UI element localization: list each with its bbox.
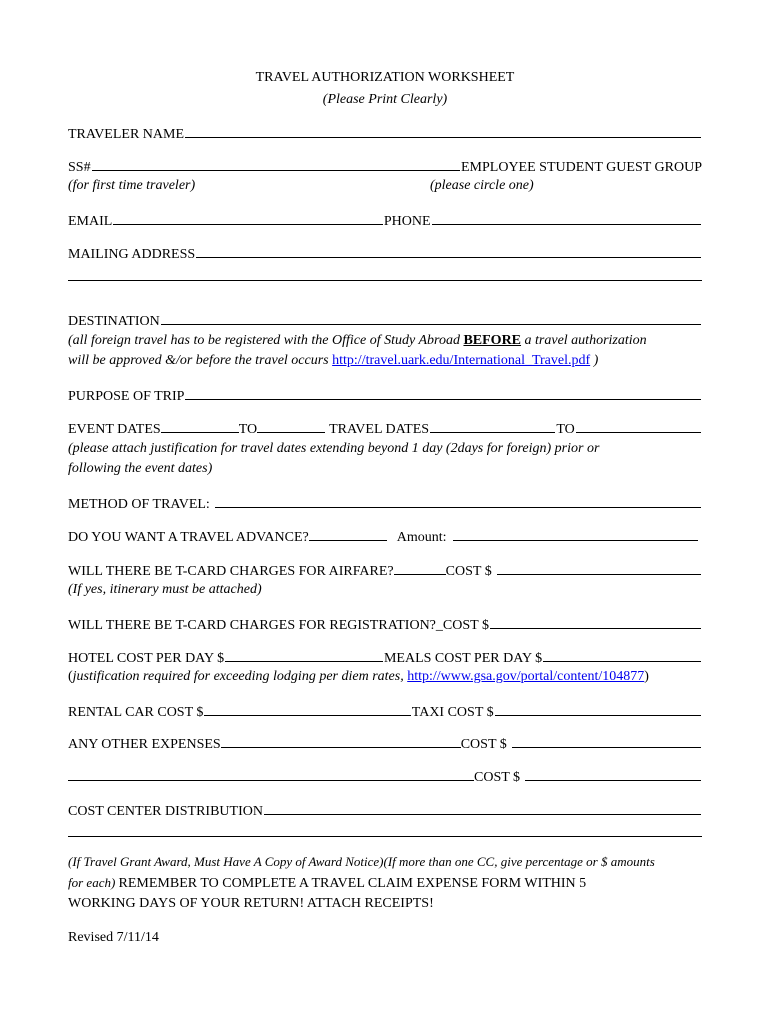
mailing-address-field-2[interactable]: [68, 280, 702, 281]
reminder-line-2: WORKING DAYS OF YOUR RETURN! ATTACH RECEIPTS!: [68, 896, 434, 911]
airfare-row: [68, 561, 702, 579]
destination-note-text: (all foreign travel has to be registered with the Office of Study Abroad: [68, 333, 464, 348]
email-phone-row: [68, 211, 702, 229]
gsa-per-diem-link[interactable]: http://www.gsa.gov/portal/content/104877: [407, 669, 645, 684]
taxi-label: TAXI COST $: [411, 705, 494, 720]
destination-label: DESTINATION: [68, 314, 160, 329]
ss-note: (for first time traveler): [68, 178, 196, 193]
other-cost-field-2[interactable]: [525, 767, 701, 781]
lodging-note-open: (: [68, 669, 73, 684]
hotel-field[interactable]: [225, 648, 383, 662]
amount-label: Amount:: [396, 530, 447, 545]
destination-note-close: ): [590, 353, 599, 368]
destination-field[interactable]: [161, 311, 701, 325]
purpose-row: [68, 386, 702, 404]
travel-dates-label: TRAVEL DATES: [329, 422, 430, 437]
destination-note-text-3: will be approved &/or before the travel occurs: [68, 353, 333, 368]
mailing-address-label: MAILING ADDRESS: [68, 247, 196, 262]
lodging-note: [68, 669, 708, 685]
mailing-address-field[interactable]: [196, 244, 701, 258]
email-field[interactable]: [113, 211, 383, 225]
event-end-field[interactable]: [257, 419, 325, 433]
travel-to-label: TO: [556, 422, 575, 437]
ss-row: [68, 157, 702, 175]
meals-label: MEALS COST PER DAY $: [383, 651, 543, 666]
phone-field[interactable]: [432, 211, 702, 225]
advance-row: [68, 527, 702, 545]
advance-label: DO YOU WANT A TRAVEL ADVANCE?: [68, 530, 309, 545]
destination-note-1: [68, 333, 708, 349]
ss-label: SS#: [68, 160, 91, 175]
revised-date: Revised 7/11/14: [68, 930, 159, 945]
mailing-address-row: [68, 244, 702, 262]
advance-field[interactable]: [309, 527, 387, 541]
before-emphasis: BEFORE: [463, 333, 522, 348]
method-field[interactable]: [215, 494, 701, 508]
travel-end-field[interactable]: [576, 419, 701, 433]
cost-center-row: [68, 801, 702, 819]
hotel-label: HOTEL COST PER DAY $: [68, 651, 225, 666]
traveler-name-field[interactable]: [185, 124, 701, 138]
dates-row: [68, 419, 702, 437]
lodging-note-close: ): [644, 669, 649, 684]
reminder-text: REMEMBER TO COMPLETE A TRAVEL CLAIM EXPENSE FORM WITHIN 5: [118, 876, 587, 891]
event-start-field[interactable]: [161, 419, 239, 433]
other-expenses-row-2: [68, 767, 702, 785]
destination-note-2: [68, 353, 708, 369]
destination-row: [68, 311, 702, 329]
taxi-field[interactable]: [495, 702, 701, 716]
event-dates-label: EVENT DATES: [68, 422, 161, 437]
method-row: [68, 494, 702, 512]
event-to-label: TO: [238, 422, 258, 437]
method-label: METHOD OF TRAVEL:: [68, 497, 210, 512]
other-expenses-label: ANY OTHER EXPENSES: [68, 737, 221, 752]
phone-label: PHONE: [383, 214, 431, 229]
registration-cost-field[interactable]: [490, 615, 701, 629]
airfare-answer-field[interactable]: [394, 561, 446, 575]
lodging-note-text: justification required for exceeding lodging per diem rates,: [72, 669, 408, 684]
other-expenses-field[interactable]: [221, 734, 461, 748]
traveler-name-label: TRAVELER NAME: [68, 127, 185, 142]
registration-row: [68, 615, 702, 633]
destination-note-text-2: a travel authorization: [521, 333, 647, 348]
other-expenses-row: [68, 734, 702, 752]
status-options[interactable]: EMPLOYEE STUDENT GUEST GROUP: [461, 160, 702, 175]
hotel-meals-row: [68, 648, 702, 666]
email-label: EMAIL: [68, 214, 113, 229]
rental-taxi-row: [68, 702, 702, 720]
amount-field[interactable]: [453, 527, 698, 541]
status-note: (please circle one): [430, 178, 534, 193]
form-title: TRAVEL AUTHORIZATION WORKSHEET: [255, 70, 515, 85]
airfare-label: WILL THERE BE T-CARD CHARGES FOR AIRFARE?: [68, 564, 394, 579]
airfare-cost-label: COST $: [445, 564, 492, 579]
form-subtitle: (Please Print Clearly): [322, 92, 448, 107]
other-cost-label: COST $: [460, 737, 507, 752]
dates-note-2: following the event dates): [68, 461, 213, 476]
reminder-line-1: [68, 875, 708, 892]
purpose-label: PURPOSE OF TRIP: [68, 389, 185, 404]
dates-note-1: (please attach justification for travel dates extending beyond 1 day (2days for foreign) prior or: [68, 441, 600, 456]
registration-label: WILL THERE BE T-CARD CHARGES FOR REGISTRATION?: [68, 618, 436, 633]
other-cost-label-2: COST $: [474, 770, 521, 785]
cost-center-note-end: for each): [68, 875, 119, 890]
meals-field[interactable]: [543, 648, 701, 662]
rental-label: RENTAL CAR COST $: [68, 705, 204, 720]
registration-cost-label: _COST $: [435, 618, 489, 633]
cost-center-field[interactable]: [264, 801, 701, 815]
traveler-name-row: [68, 124, 702, 142]
purpose-field[interactable]: [185, 386, 701, 400]
cost-center-label: COST CENTER DISTRIBUTION: [68, 804, 263, 819]
travel-start-field[interactable]: [430, 419, 555, 433]
other-expenses-field-2[interactable]: [68, 767, 474, 781]
ss-field[interactable]: [92, 157, 460, 171]
rental-field[interactable]: [204, 702, 410, 716]
international-travel-link[interactable]: http://travel.uark.edu/International_Travel.pdf: [332, 353, 591, 368]
other-cost-field[interactable]: [512, 734, 701, 748]
airfare-cost-field[interactable]: [497, 561, 701, 575]
airfare-note: (If yes, itinerary must be attached): [68, 582, 262, 597]
cost-center-note: (If Travel Grant Award, Must Have A Copy of Award Notice)(If more than one CC, give percentage or $ amounts: [68, 854, 655, 869]
cost-center-field-2[interactable]: [68, 836, 702, 837]
